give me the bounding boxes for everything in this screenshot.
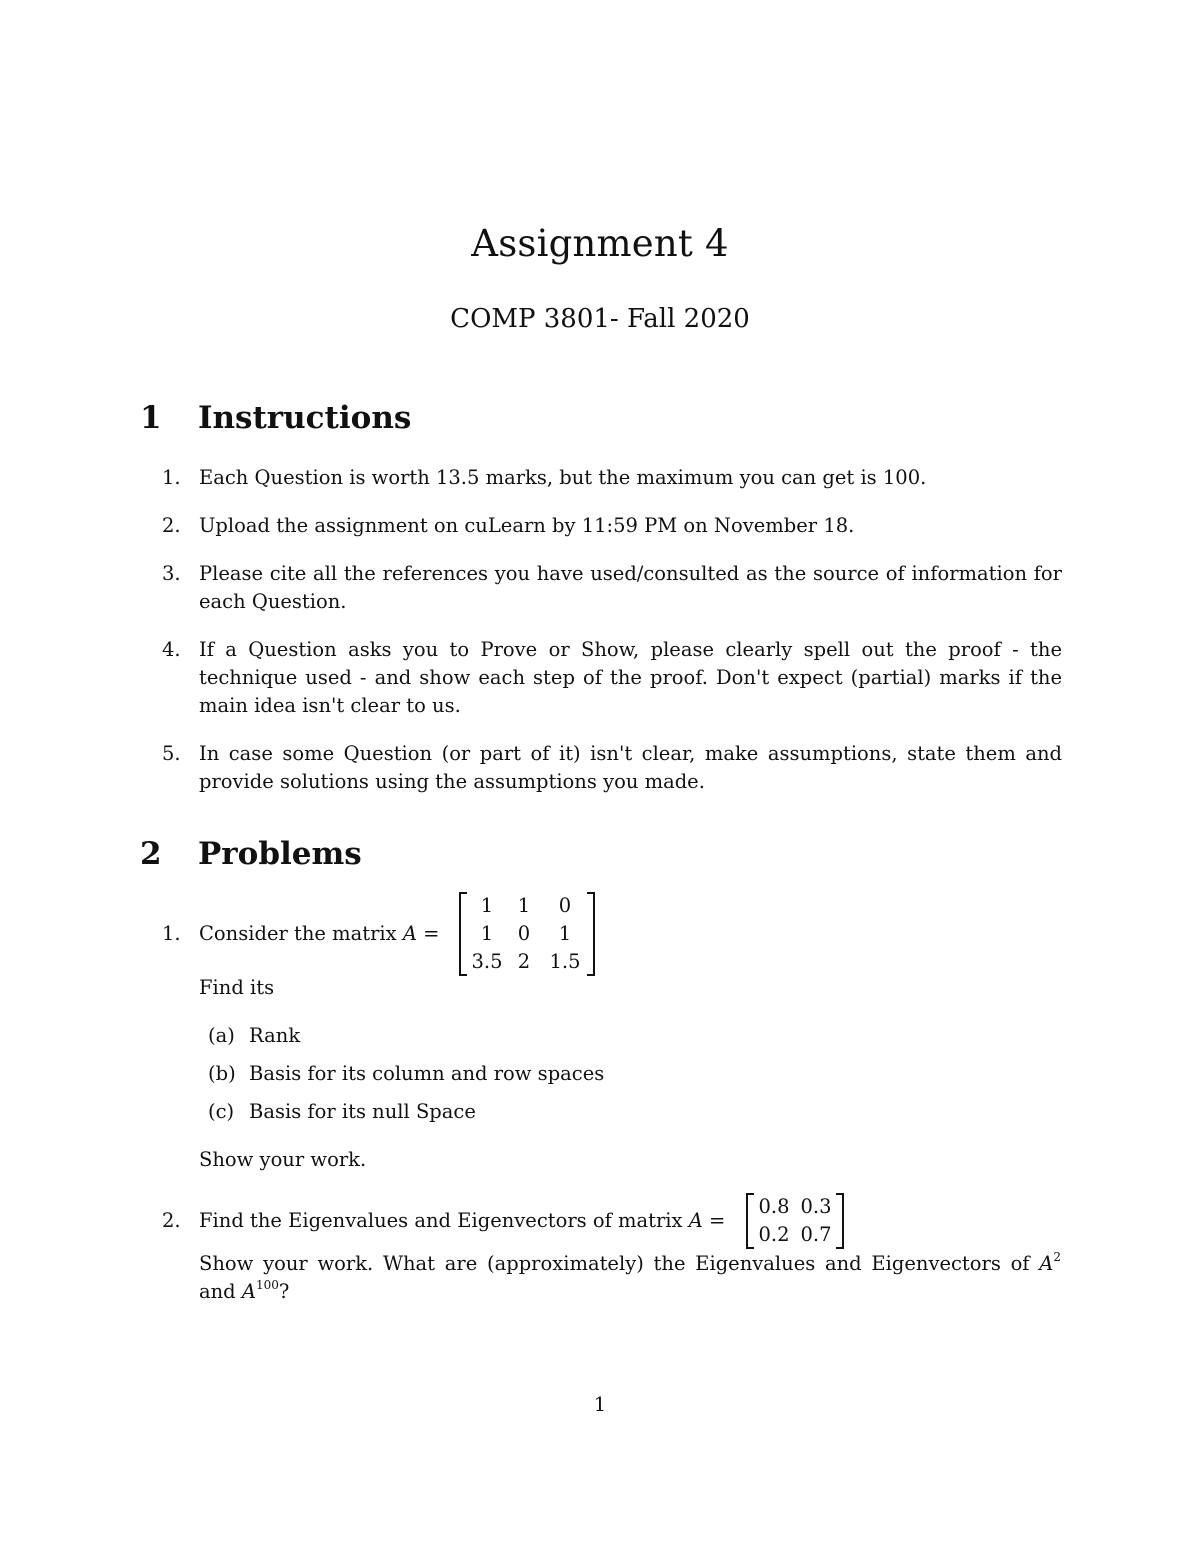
right-bracket: [587, 892, 595, 976]
document-title: Assignment 4: [471, 222, 729, 265]
problem-part: [208, 1098, 476, 1126]
matrix-grid: [469, 892, 587, 976]
instruction-text: In case some Question (or part of it) isn't clear, make assumptions, state them and provide solutions using the assumptions you made.: [199, 742, 1062, 793]
list-marker: 5.: [162, 742, 181, 765]
problem-2-question-line-2: [199, 1278, 289, 1306]
matrix-cell: 0.8: [758, 1195, 790, 1218]
list-marker: 1.: [162, 922, 181, 945]
equals-sign: =: [423, 922, 440, 945]
page-number: 1: [593, 1393, 607, 1416]
matrix-variable: A: [688, 1209, 703, 1232]
section-title: Problems: [198, 836, 362, 872]
matrix-variable: A: [241, 1280, 256, 1303]
instruction-item: [162, 512, 1062, 540]
list-marker: 2.: [162, 1209, 181, 1232]
matrix-cell: 0: [558, 894, 572, 917]
list-marker: 2.: [162, 514, 181, 537]
instruction-text: If a Question asks you to Prove or Show, please clearly spell out the proof - the technique used - and show each step of the proof. Don't expect (partial) marks if the main idea isn't clear to us.: [199, 638, 1062, 717]
instruction-text: Please cite all the references you have used/consulted as the source of information for each Question.: [199, 562, 1062, 613]
part-text: Basis for its column and row spaces: [249, 1062, 605, 1085]
problem-1-show-work: Show your work.: [199, 1148, 367, 1171]
matrix-cell: 0: [517, 922, 531, 945]
matrix-variable: A: [1039, 1252, 1054, 1275]
instruction-item: [162, 636, 1062, 720]
problem-text: [199, 1207, 725, 1235]
part-text: Basis for its null Space: [249, 1100, 476, 1123]
left-bracket: [746, 1193, 754, 1249]
problem-text: [199, 920, 440, 948]
section-number: 2: [140, 836, 162, 872]
matrix-cell: 1: [480, 894, 494, 917]
exponent: 100: [255, 1278, 279, 1292]
exponent: 2: [1053, 1250, 1061, 1264]
document-subtitle: COMP 3801- Fall 2020: [450, 304, 750, 334]
part-text: Rank: [249, 1024, 301, 1047]
problem-1-find: Find its: [199, 976, 275, 999]
matrix-cell: 0.7: [800, 1223, 832, 1246]
problem-prefix: Consider the matrix: [199, 922, 397, 945]
matrix-cell: 0.2: [758, 1223, 790, 1246]
problem-prefix: Find the Eigenvalues and Eigenvectors of matrix: [199, 1209, 683, 1232]
part-marker: (b): [208, 1062, 236, 1085]
part-marker: (c): [208, 1100, 235, 1123]
equals-sign: =: [709, 1209, 726, 1232]
section-number: 1: [140, 400, 162, 436]
section-heading-problems: [140, 836, 362, 872]
left-bracket: [459, 892, 467, 976]
problem-1-statement: [162, 920, 440, 948]
and-text: and: [199, 1280, 236, 1303]
problem-2-statement: [162, 1207, 725, 1235]
instruction-item: [162, 560, 1062, 616]
problem-part: [208, 1060, 604, 1088]
problem-part: [208, 1022, 300, 1050]
matrix-cell: 1: [480, 922, 494, 945]
matrix-cell: 1: [558, 922, 572, 945]
section-heading-instructions: [140, 400, 411, 436]
question-mark: ?: [278, 1280, 290, 1303]
matrix-a-3x3: [459, 892, 595, 976]
matrix-cell: 2: [517, 950, 531, 973]
matrix-grid: [754, 1193, 838, 1249]
instruction-text: Upload the assignment on cuLearn by 11:59 PM on November 18.: [199, 514, 855, 537]
problem-2-question-line: [199, 1250, 1061, 1278]
matrix-cell: 0.3: [800, 1195, 832, 1218]
matrix-a-2x2: [746, 1193, 844, 1249]
instruction-item: [162, 464, 1062, 492]
question-text: Show your work. What are (approximately) the Eigenvalues and Eigenvectors of: [199, 1252, 1030, 1275]
instruction-item: [162, 740, 1062, 796]
matrix-cell: 1.5: [549, 950, 581, 973]
list-marker: 4.: [162, 638, 181, 661]
matrix-variable: A: [402, 922, 417, 945]
list-marker: 3.: [162, 562, 181, 585]
section-title: Instructions: [198, 400, 412, 436]
part-marker: (a): [208, 1024, 235, 1047]
list-marker: 1.: [162, 466, 181, 489]
matrix-cell: 3.5: [471, 950, 503, 973]
instruction-text: Each Question is worth 13.5 marks, but the maximum you can get is 100.: [199, 466, 927, 489]
matrix-cell: 1: [517, 894, 531, 917]
